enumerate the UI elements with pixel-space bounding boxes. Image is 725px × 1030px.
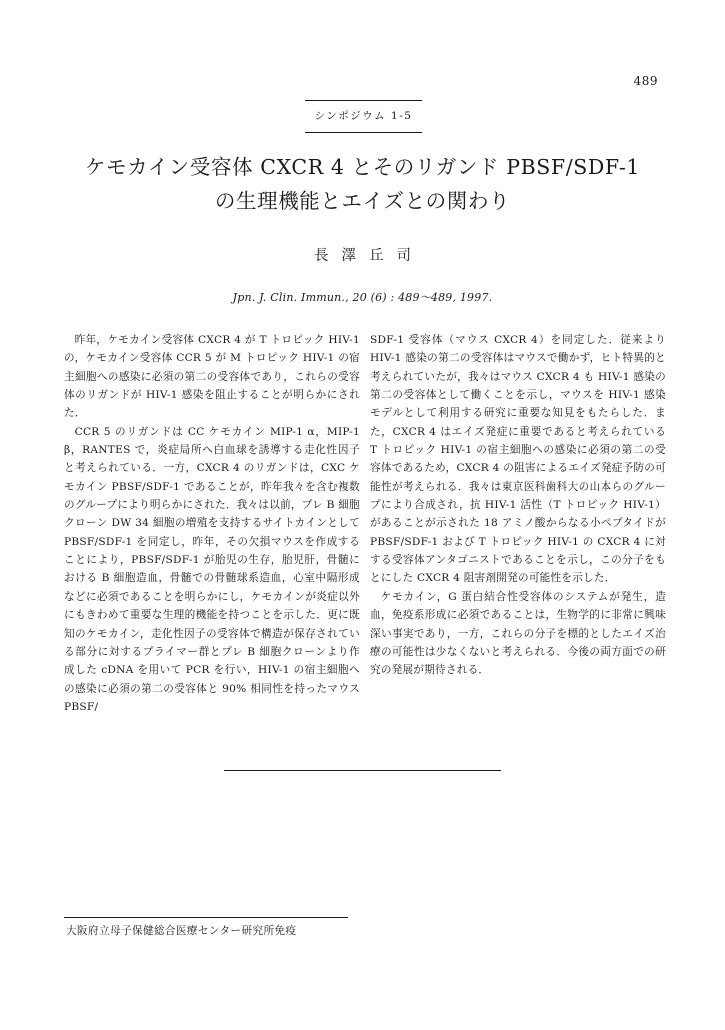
article-title (60, 150, 665, 218)
symposium-rule-bottom (305, 132, 422, 133)
body-paragraph: SDF-1 受容体（マウス CXCR 4）を同定した．従来より HIV-1 感染の第二の受容体はマウスで働かず，ヒト特異的と考えられていたが，我々はマウス CXCR 4 も HIV-1 感染の第二の受容体として働くことを示し，マウスを HIV-1 感染モデルとして利用する研究に重要な知見をもたらした．また，CXCR 4 はエイズ発症に重要であると考えられている T トロピック HIV-1 の宿主細胞への感染に必須の第二の受容体であるため，CXCR 4 の阻害によるエイズ発症予防の可能性が考えられる．我々は東京医科歯科大の山本らのグループにより合成され，抗 HIV-1 活性（T トロピック HIV-1）があることが示された 18 アミノ酸からなる小ペプタイドが PBSF/SDF-1 および T トロピック HIV-1 の CXCR 4 に対する受容体アンタゴニストであることを示し，この分子をもとにした CXCR 4 阻害剤開発の可能性を示した． (370, 334, 666, 585)
symposium-label: シンポジウム 1-5 (314, 110, 413, 122)
page-number: 489 (633, 74, 658, 88)
author-affiliation: 大阪府立母子保健総合医療センター研究所免疫 (66, 925, 297, 937)
body-paragraph: ケモカイン，G 蛋白結合性受容体のシステムが発生，造血，免疫系形成に必須であることは，生物学的に非常に興味深い事実であり，一方，これらの分子を標的としたエイズ治療の可能性は少なくないと考えられる．今後の両方面での研究の発展が期待される． (370, 590, 666, 677)
journal-citation: Jpn. J. Clin. Immun., 20 (6) : 489〜489, 1997. (232, 291, 493, 304)
body-column-left (64, 331, 360, 716)
body-paragraph: CCR 5 のリガンドは CC ケモカイン MIP-1 α，MIP-1 β，RANTES で，炎症局所へ白血球を誘導する走化性因子と考えられている．一方，CXCR 4 のリガンドは，CXC ケモカイン PBSF/SDF-1 であることが，昨年我々を含む複数のグループにより明らかにされた．我々は以前，プレ B 細胞クローン DW 34 細胞の増殖を支持するサイトカインとして PBSF/SDF-1 を同定し，昨年，その欠損マウスを作成することにより，PBSF/SDF-1 が胎児の生存，胎児肝，骨髄における B 細胞造血，骨髄での骨髄球系造血，心室中隔形成などに必須であることを明らかにし，ケモカインが炎症以外にもきわめて重要な生理的機能を持つことを示した．更に既知のケモカイン，走化性因子の受容体で構造が保存されている部分に対するプライマー群とプレ B 細胞クローンより作成した cDNA を用いて PCR を行い，HIV-1 の宿主細胞への感染に必須の第二の受容体と 90% 相同性を持ったマウス PBSF/ (64, 425, 360, 713)
author-name: 長澤丘司 (314, 248, 424, 264)
article-end-rule (224, 770, 501, 771)
body-paragraph: 昨年，ケモカイン受容体 CXCR 4 が T トロピック HIV-1 の，ケモカイン受容体 CCR 5 が M トロピック HIV-1 の宿主細胞への感染に必須の第二の受容体であり，これらの受容体のリガンドが HIV-1 感染を阻止することが明らかにされた． (64, 334, 360, 420)
article-title-line-1: ケモカイン受容体 CXCR 4 とそのリガンド PBSF/SDF-1 (84, 155, 640, 179)
symposium-header (305, 100, 422, 133)
body-column-right (370, 331, 666, 680)
footnote-rule (64, 917, 348, 918)
article-title-line-2: の生理機能とエイズとの関わり (214, 189, 511, 213)
